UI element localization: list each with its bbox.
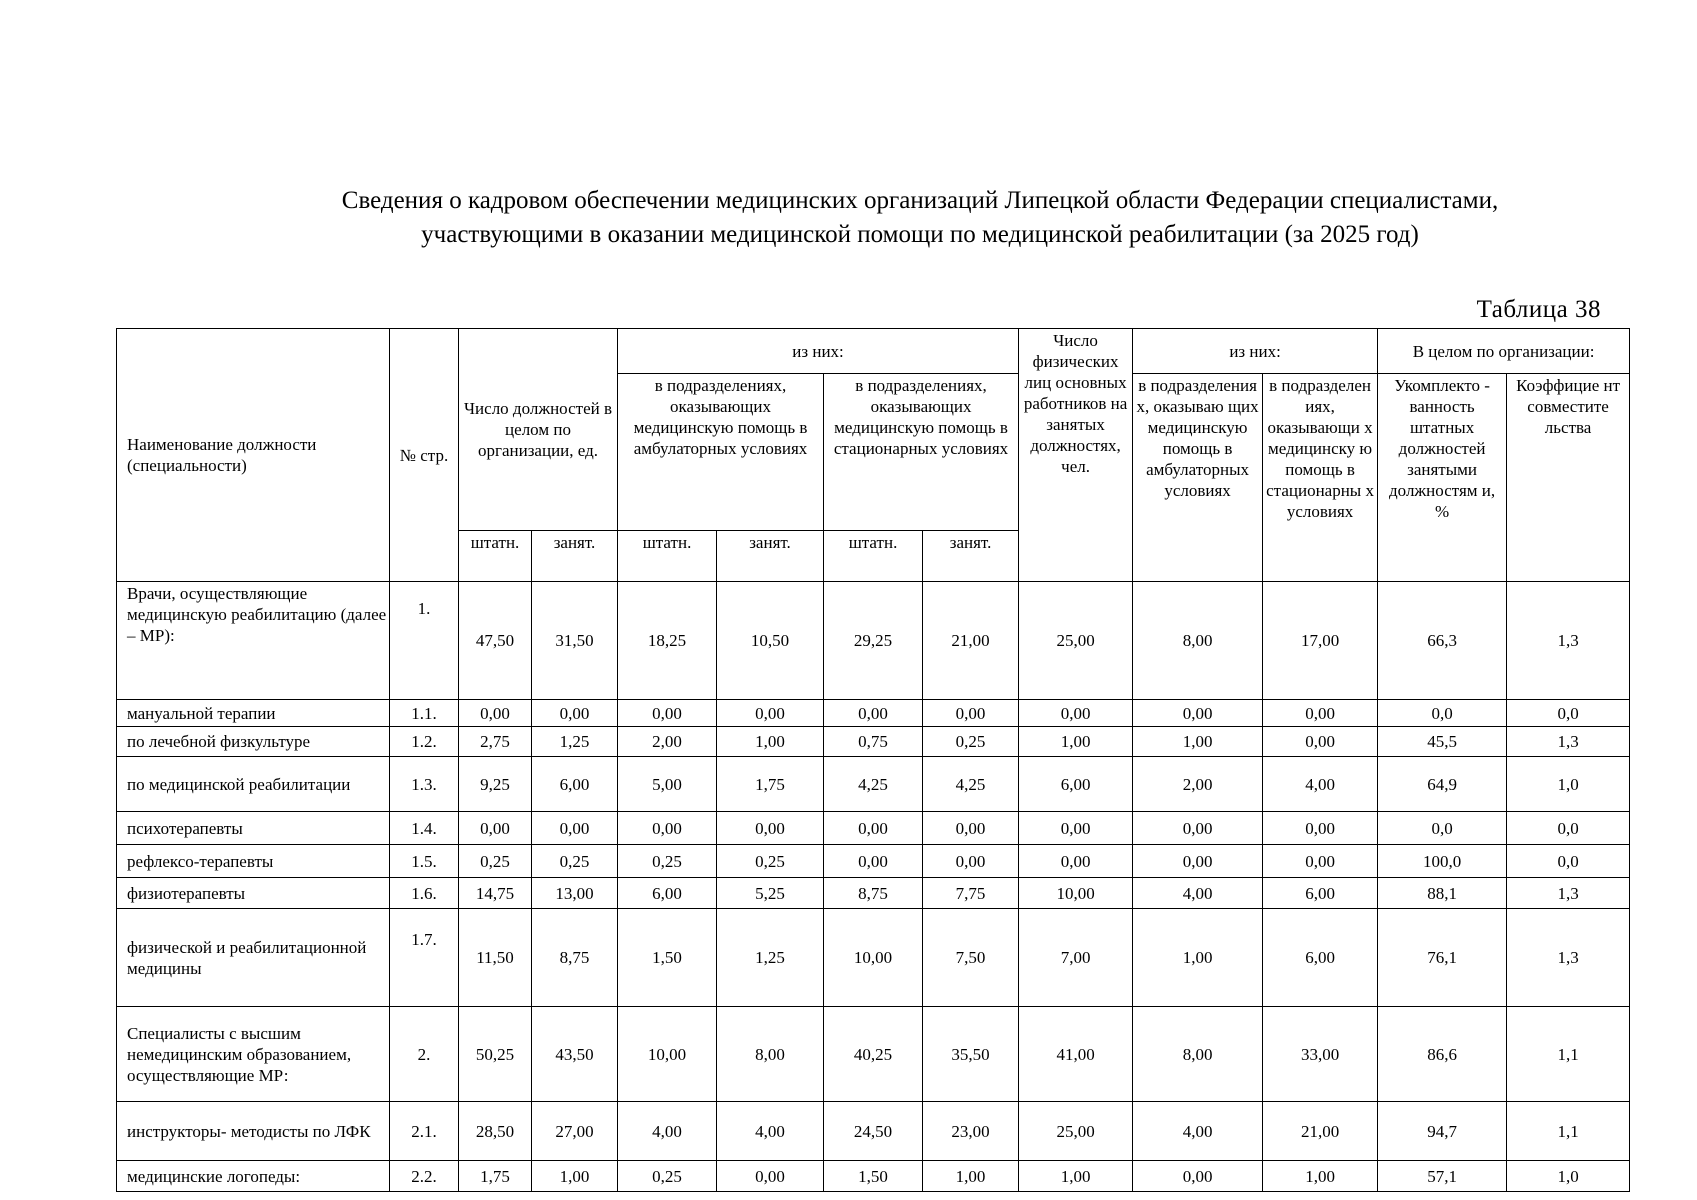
table-row	[117, 909, 1630, 1007]
cell-value: 17,00	[1263, 582, 1378, 700]
cell-value: 8,00	[1133, 1007, 1263, 1102]
cell-value: 1,00	[532, 1161, 618, 1192]
cell-value: 66,3	[1378, 582, 1507, 700]
cell-value: 6,00	[1019, 757, 1133, 812]
document-title	[220, 184, 1620, 252]
cell-value: 100,0	[1378, 845, 1507, 878]
row-number: 1.2.	[390, 727, 459, 757]
cell-value: 1,50	[618, 909, 717, 1007]
cell-value: 2,00	[1133, 757, 1263, 812]
cell-value: 1,00	[1019, 1161, 1133, 1192]
cell-value: 0,25	[923, 727, 1019, 757]
cell-value: 10,00	[1019, 878, 1133, 909]
staffing-table	[116, 328, 1630, 1192]
cell-value: 4,00	[1133, 1102, 1263, 1161]
cell-value: 76,1	[1378, 909, 1507, 1007]
cell-value: 0,25	[618, 1161, 717, 1192]
table-row	[117, 1161, 1630, 1192]
table-row	[117, 812, 1630, 845]
header-persons-inpatient: в подразделен иях, оказывающи х медицинску ю помощь в стационарны х условиях	[1263, 374, 1378, 582]
header-combination-coefficient: Коэффицие нт совместите льства	[1507, 374, 1630, 582]
cell-value: 1,1	[1507, 1102, 1630, 1161]
cell-value: 7,75	[923, 878, 1019, 909]
cell-value: 1,00	[1133, 909, 1263, 1007]
row-number: 1.1.	[390, 700, 459, 727]
table-row	[117, 1102, 1630, 1161]
row-name: медицинские логопеды:	[117, 1161, 390, 1192]
header-org-total: В целом по организации:	[1378, 329, 1630, 374]
row-name: мануальной терапии	[117, 700, 390, 727]
header-inpatient-units: в подразделениях, оказывающих медицинскую помощь в стационарных условиях	[824, 374, 1019, 531]
cell-value: 6,00	[532, 757, 618, 812]
row-name: физиотерапевты	[117, 878, 390, 909]
cell-value: 35,50	[923, 1007, 1019, 1102]
cell-value: 64,9	[1378, 757, 1507, 812]
cell-value: 18,25	[618, 582, 717, 700]
cell-value: 0,00	[824, 700, 923, 727]
cell-value: 0,75	[824, 727, 923, 757]
cell-value: 1,25	[717, 909, 824, 1007]
cell-value: 0,00	[923, 812, 1019, 845]
cell-value: 1,3	[1507, 582, 1630, 700]
cell-value: 0,00	[824, 812, 923, 845]
cell-value: 23,00	[923, 1102, 1019, 1161]
cell-value: 1,00	[717, 727, 824, 757]
cell-value: 1,3	[1507, 878, 1630, 909]
table-row	[117, 727, 1630, 757]
cell-value: 25,00	[1019, 582, 1133, 700]
row-number: 1.5.	[390, 845, 459, 878]
cell-value: 33,00	[1263, 1007, 1378, 1102]
cell-value: 5,00	[618, 757, 717, 812]
cell-value: 4,00	[618, 1102, 717, 1161]
header-inpatient-shtatn: штатн.	[824, 531, 923, 582]
cell-value: 0,0	[1378, 812, 1507, 845]
cell-value: 0,00	[717, 1161, 824, 1192]
cell-value: 0,00	[1133, 845, 1263, 878]
cell-value: 50,25	[459, 1007, 532, 1102]
cell-value: 0,00	[1133, 1161, 1263, 1192]
cell-value: 10,50	[717, 582, 824, 700]
cell-value: 5,25	[717, 878, 824, 909]
cell-value: 31,50	[532, 582, 618, 700]
cell-value: 0,00	[1019, 812, 1133, 845]
cell-value: 1,00	[1019, 727, 1133, 757]
cell-value: 45,5	[1378, 727, 1507, 757]
cell-value: 29,25	[824, 582, 923, 700]
row-number: 1.4.	[390, 812, 459, 845]
cell-value: 0,00	[923, 700, 1019, 727]
header-ambulatory-shtatn: штатн.	[618, 531, 717, 582]
cell-value: 0,00	[618, 812, 717, 845]
cell-value: 1,25	[532, 727, 618, 757]
cell-value: 0,00	[1019, 845, 1133, 878]
cell-value: 2,75	[459, 727, 532, 757]
cell-value: 14,75	[459, 878, 532, 909]
cell-value: 8,00	[1133, 582, 1263, 700]
cell-value: 0,0	[1507, 700, 1630, 727]
row-name: по медицинской реабилитации	[117, 757, 390, 812]
cell-value: 8,00	[717, 1007, 824, 1102]
row-name: физической и реабилитационной медицины	[117, 909, 390, 1007]
table-row	[117, 757, 1630, 812]
cell-value: 88,1	[1378, 878, 1507, 909]
cell-value: 10,00	[824, 909, 923, 1007]
cell-value: 0,00	[459, 700, 532, 727]
header-of-them-persons: из них:	[1133, 329, 1378, 374]
cell-value: 24,50	[824, 1102, 923, 1161]
cell-value: 0,00	[1263, 845, 1378, 878]
table-number-label: Таблица 38	[1476, 296, 1601, 323]
cell-value: 4,00	[1263, 757, 1378, 812]
cell-value: 1,75	[459, 1161, 532, 1192]
cell-value: 1,50	[824, 1161, 923, 1192]
cell-value: 0,00	[459, 812, 532, 845]
cell-value: 6,00	[1263, 909, 1378, 1007]
cell-value: 40,25	[824, 1007, 923, 1102]
cell-value: 1,0	[1507, 757, 1630, 812]
cell-value: 43,50	[532, 1007, 618, 1102]
cell-value: 4,00	[717, 1102, 824, 1161]
cell-value: 11,50	[459, 909, 532, 1007]
cell-value: 0,25	[618, 845, 717, 878]
title-line-2: участвующими в оказании медицинской помощи по медицинской реабилитации (за 2025 год)	[421, 221, 1419, 248]
cell-value: 0,00	[824, 845, 923, 878]
cell-value: 8,75	[532, 909, 618, 1007]
cell-value: 0,00	[1133, 812, 1263, 845]
cell-value: 1,75	[717, 757, 824, 812]
table-row	[117, 1007, 1630, 1102]
row-number: 2.1.	[390, 1102, 459, 1161]
header-of-them-positions: из них:	[618, 329, 1019, 374]
table-row	[117, 878, 1630, 909]
cell-value: 2,00	[618, 727, 717, 757]
cell-value: 6,00	[1263, 878, 1378, 909]
cell-value: 0,00	[1263, 700, 1378, 727]
header-persons-ambulatory: в подразделения х, оказываю щих медицинскую помощь в амбулаторных условиях	[1133, 374, 1263, 582]
cell-value: 1,3	[1507, 909, 1630, 1007]
cell-value: 1,00	[1263, 1161, 1378, 1192]
cell-value: 4,25	[824, 757, 923, 812]
cell-value: 0,00	[923, 845, 1019, 878]
header-ambulatory-zanyat: занят.	[717, 531, 824, 582]
cell-value: 4,00	[1133, 878, 1263, 909]
cell-value: 0,00	[532, 700, 618, 727]
cell-value: 27,00	[532, 1102, 618, 1161]
cell-value: 21,00	[1263, 1102, 1378, 1161]
row-name: рефлексо-терапевты	[117, 845, 390, 878]
cell-value: 0,25	[532, 845, 618, 878]
table-row	[117, 845, 1630, 878]
cell-value: 47,50	[459, 582, 532, 700]
row-number: 2.	[390, 1007, 459, 1102]
cell-value: 28,50	[459, 1102, 532, 1161]
cell-value: 0,0	[1507, 812, 1630, 845]
cell-value: 0,25	[717, 845, 824, 878]
cell-value: 1,00	[923, 1161, 1019, 1192]
cell-value: 9,25	[459, 757, 532, 812]
cell-value: 0,0	[1378, 700, 1507, 727]
header-physical-persons: Число физических лиц основных работников на занятых должностях, чел.	[1019, 329, 1133, 582]
cell-value: 10,00	[618, 1007, 717, 1102]
cell-value: 86,6	[1378, 1007, 1507, 1102]
title-line-1: Сведения о кадровом обеспечении медицинских организаций Липецкой области Федерации специалистами,	[341, 187, 1499, 214]
cell-value: 8,75	[824, 878, 923, 909]
header-positions-total: Число должностей в целом по организации, ед.	[459, 329, 618, 531]
cell-value: 7,50	[923, 909, 1019, 1007]
cell-value: 0,00	[1019, 700, 1133, 727]
cell-value: 0,0	[1507, 845, 1630, 878]
row-number: 1.6.	[390, 878, 459, 909]
cell-value: 94,7	[1378, 1102, 1507, 1161]
table-row	[117, 700, 1630, 727]
cell-value: 0,00	[1263, 812, 1378, 845]
cell-value: 25,00	[1019, 1102, 1133, 1161]
header-inpatient-zanyat: занят.	[923, 531, 1019, 582]
cell-value: 0,25	[459, 845, 532, 878]
cell-value: 0,00	[532, 812, 618, 845]
header-row-number: № стр.	[390, 329, 459, 582]
cell-value: 6,00	[618, 878, 717, 909]
cell-value: 0,00	[1133, 700, 1263, 727]
header-total-zanyat: занят.	[532, 531, 618, 582]
cell-value: 57,1	[1378, 1161, 1507, 1192]
header-ambulatory-units: в подразделениях, оказывающих медицинскую помощь в амбулаторных условиях	[618, 374, 824, 531]
cell-value: 0,00	[717, 812, 824, 845]
table-row	[117, 582, 1630, 700]
cell-value: 1,1	[1507, 1007, 1630, 1102]
cell-value: 4,25	[923, 757, 1019, 812]
row-number: 1.3.	[390, 757, 459, 812]
row-number: 1.7.	[390, 909, 459, 1007]
row-name: психотерапевты	[117, 812, 390, 845]
row-name: Специалисты с высшим немедицинским образованием, осуществляющие МР:	[117, 1007, 390, 1102]
cell-value: 21,00	[923, 582, 1019, 700]
header-position-name: Наименование должности (специальности)	[117, 329, 390, 582]
header-staffing-percent: Укомплекто - ванность штатных должностей занятыми должностям и, %	[1378, 374, 1507, 582]
cell-value: 0,00	[717, 700, 824, 727]
cell-value: 0,00	[1263, 727, 1378, 757]
row-number: 1.	[390, 582, 459, 700]
cell-value: 13,00	[532, 878, 618, 909]
cell-value: 1,00	[1133, 727, 1263, 757]
cell-value: 1,3	[1507, 727, 1630, 757]
cell-value: 7,00	[1019, 909, 1133, 1007]
cell-value: 0,00	[618, 700, 717, 727]
cell-value: 41,00	[1019, 1007, 1133, 1102]
row-name: Врачи, осуществляющие медицинскую реабилитацию (далее – МР):	[117, 582, 390, 700]
header-total-shtatn: штатн.	[459, 531, 532, 582]
row-number: 2.2.	[390, 1161, 459, 1192]
cell-value: 1,0	[1507, 1161, 1630, 1192]
row-name: инструкторы- методисты по ЛФК	[117, 1102, 390, 1161]
row-name: по лечебной физкультуре	[117, 727, 390, 757]
